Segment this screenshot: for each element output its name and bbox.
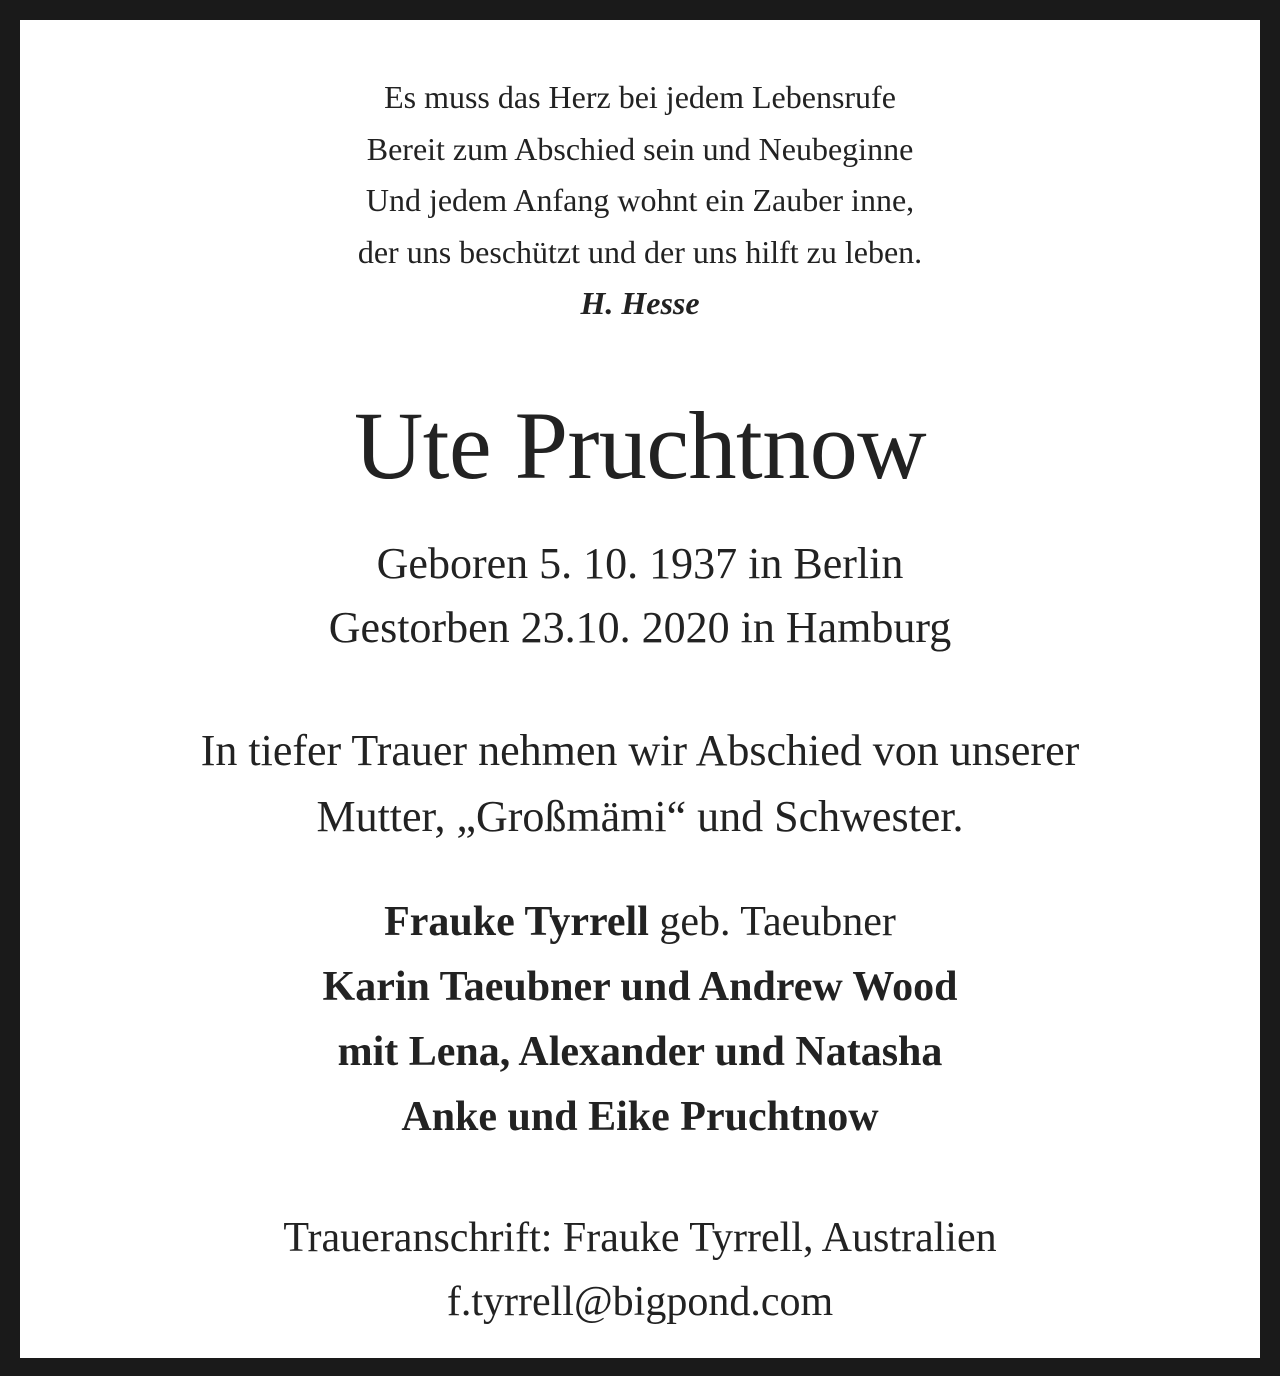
family-signatures (20, 890, 1260, 1150)
poem-block (20, 72, 1260, 330)
family-maiden-name: geb. Taeubner (648, 899, 896, 945)
family-line: mit Lena, Alexander und Natasha (337, 1029, 943, 1075)
death-line: Gestorben 23.10. 2020 in Hamburg (328, 603, 952, 652)
birth-line: Geboren 5. 10. 1937 in Berlin (376, 539, 904, 588)
poem-line: Bereit zum Abschied sein und Neubeginne (366, 130, 914, 167)
mourning-address: Traueranschrift: Frauke Tyrrell, Australien (283, 1215, 997, 1261)
family-line (20, 890, 1260, 955)
family-line: Karin Taeubner und Andrew Wood (322, 964, 958, 1010)
contact-block (20, 1206, 1260, 1334)
deceased-name: Ute Pruchtnow (353, 392, 927, 499)
family-name-bold: Frauke Tyrrell (384, 899, 649, 945)
family-line: Anke und Eike Pruchtnow (401, 1094, 879, 1140)
contact-email: f.tyrrell@bigpond.com (446, 1279, 834, 1325)
poem-author: H. Hesse (580, 285, 700, 321)
poem-line: Es muss das Herz bei jedem Lebensrufe (384, 79, 896, 115)
poem-line: Und jedem Anfang wohnt ein Zauber inne, (365, 182, 915, 218)
mourning-line: Mutter, „Großmämi“ und Schwester. (316, 792, 964, 841)
mourning-line: In tiefer Trauer nehmen wir Abschied von unserer (200, 726, 1080, 775)
obituary-content (20, 20, 1260, 1358)
poem-line: der uns beschützt und der uns hilft zu leben. (357, 233, 923, 270)
mourning-text (20, 718, 1260, 850)
life-dates (20, 532, 1260, 660)
